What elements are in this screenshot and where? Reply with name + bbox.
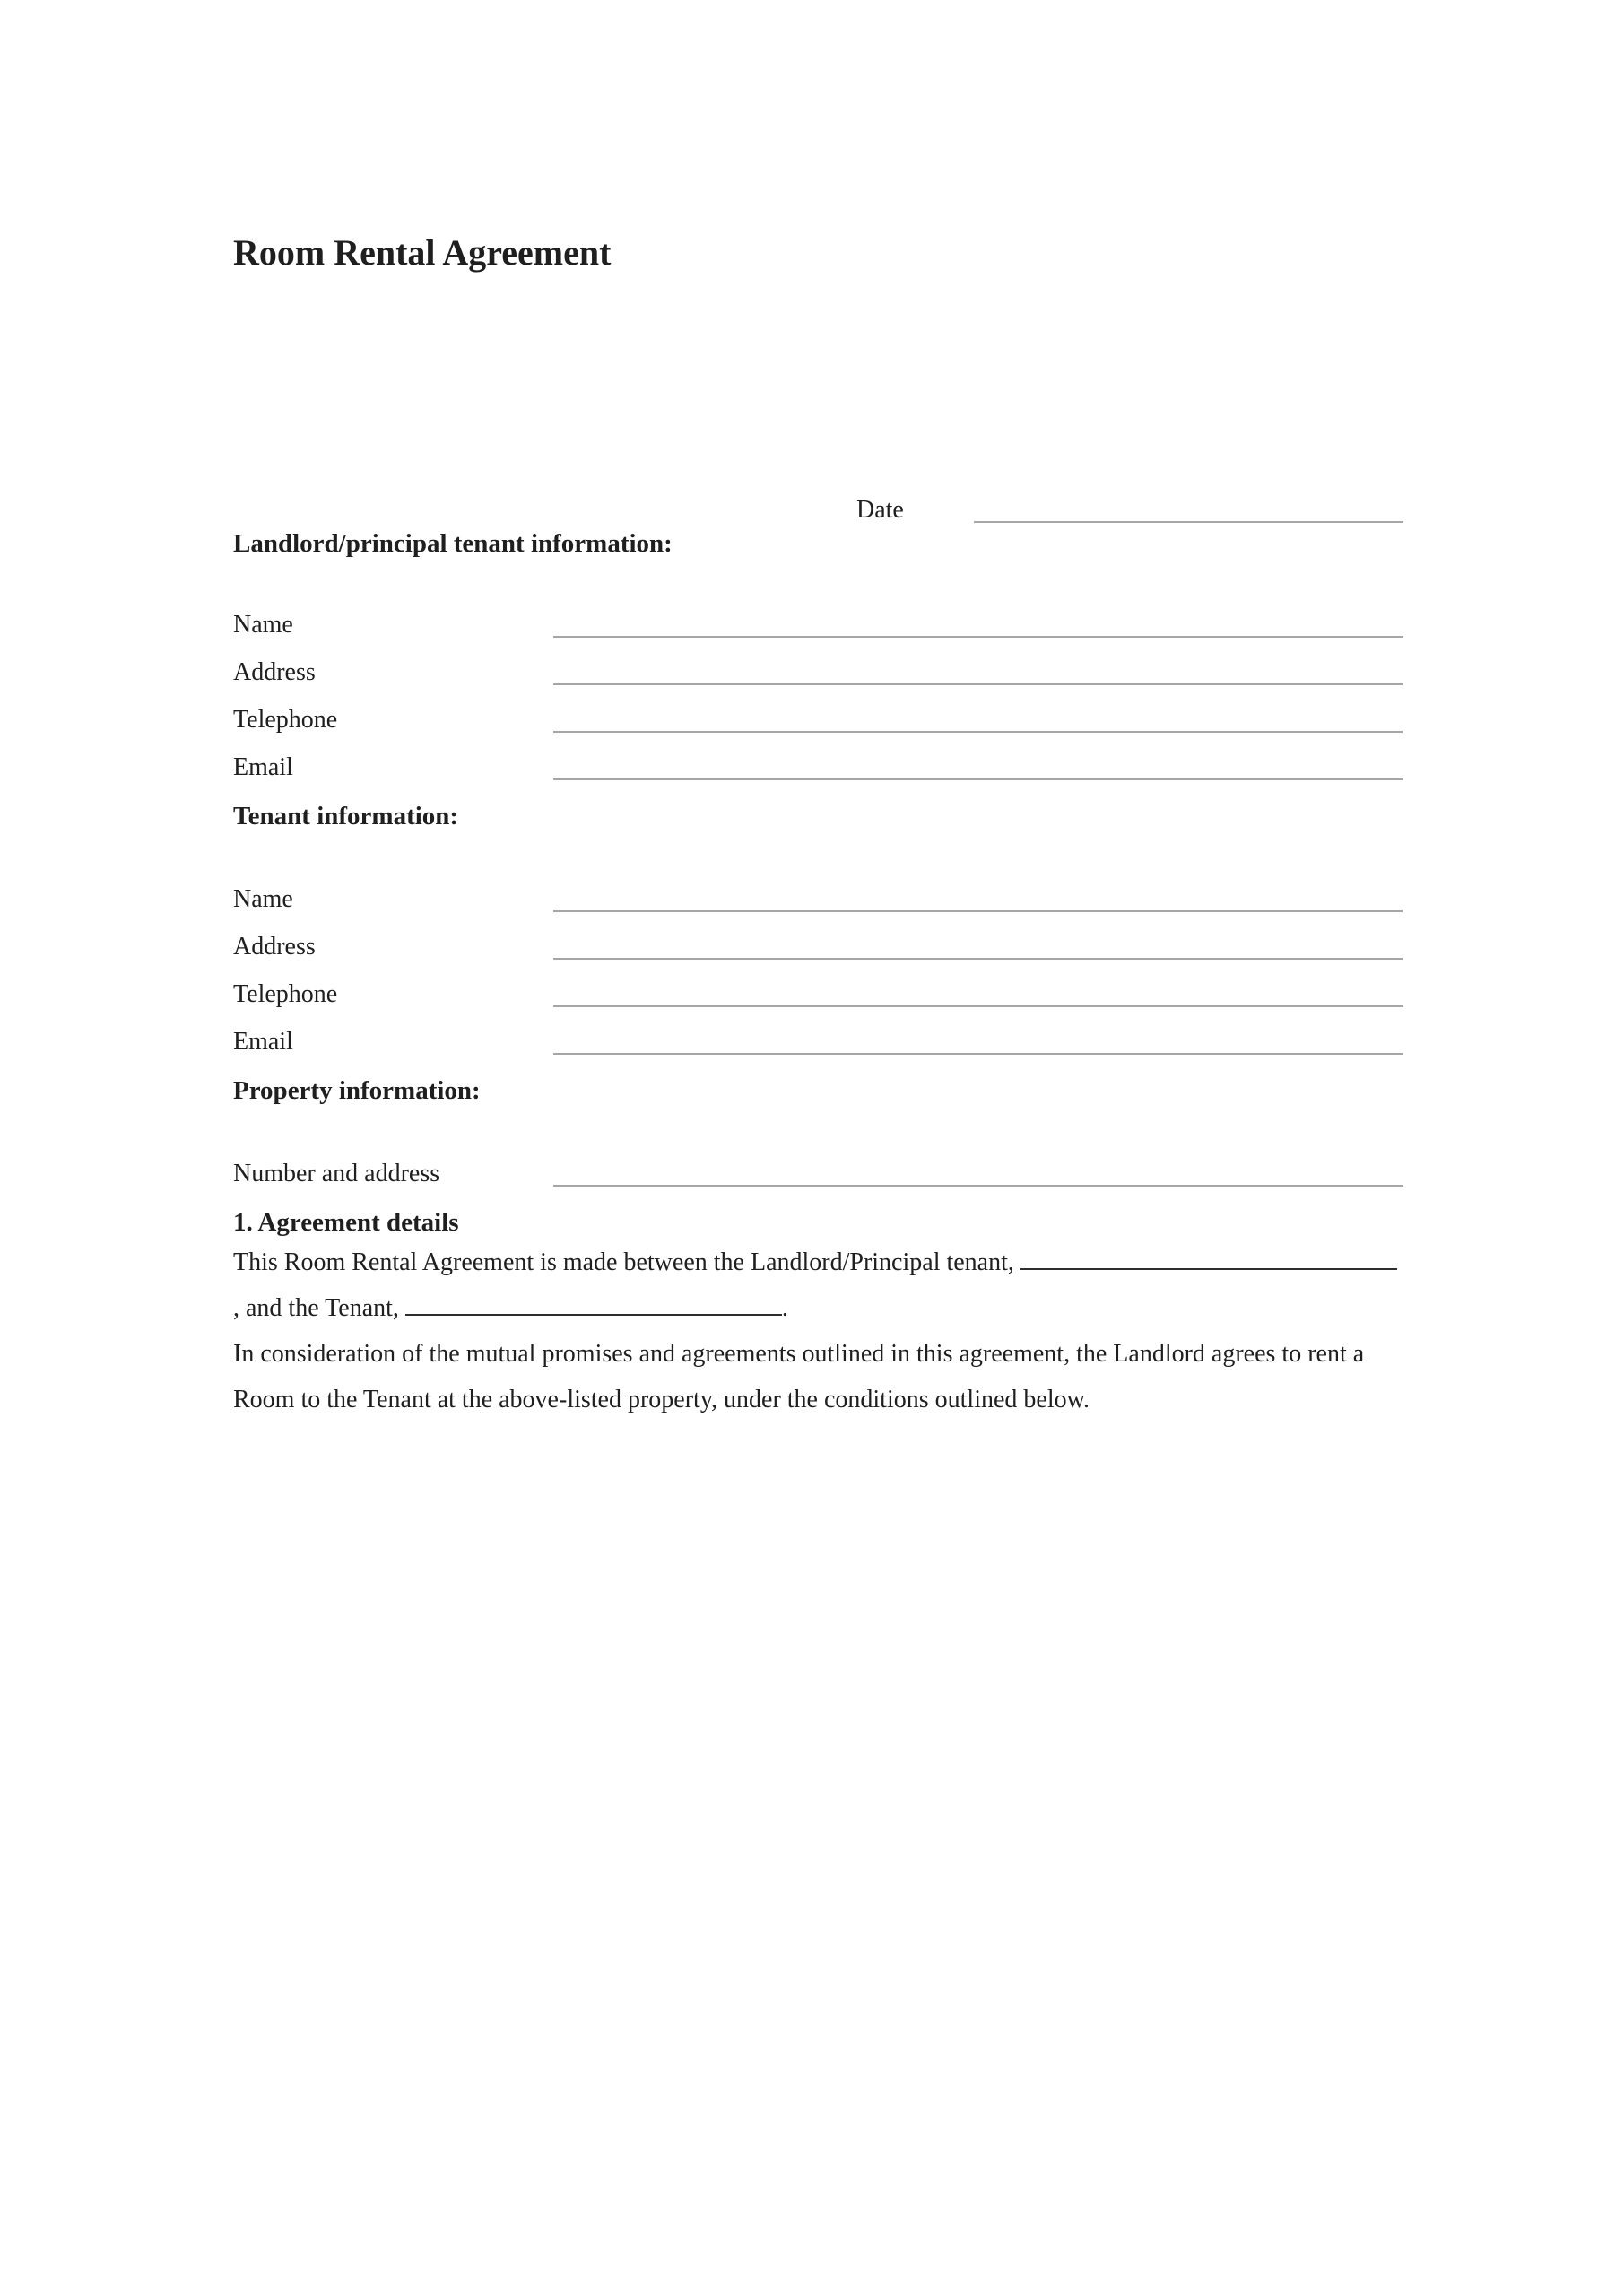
tenant-address-line[interactable] <box>553 931 1403 960</box>
property-address-line[interactable] <box>553 1158 1403 1187</box>
landlord-email-line[interactable] <box>553 752 1403 780</box>
field-row-tenant-telephone <box>233 978 1403 1026</box>
landlord-email-label: Email <box>233 753 293 781</box>
tenant-section-heading: Tenant information: <box>233 802 459 831</box>
tenant-fields <box>233 883 1403 1074</box>
field-row-landlord-telephone <box>233 704 1403 752</box>
landlord-address-label: Address <box>233 658 316 686</box>
document-title: Room Rental Agreement <box>233 232 612 273</box>
field-row-landlord-email <box>233 752 1403 799</box>
property-address-label: Number and address <box>233 1160 440 1187</box>
date-line[interactable] <box>974 494 1403 523</box>
landlord-name-blank[interactable] <box>1020 1268 1397 1270</box>
agreement-paragraph-2: In consideration of the mutual promises and agreements outlined in this agreement, the Landlord agrees to rent a Room to the Tenant at the above-listed property, under the conditions outlined below. <box>233 1340 1365 1413</box>
tenant-address-label: Address <box>233 933 316 961</box>
tenant-telephone-line[interactable] <box>553 978 1403 1007</box>
date-label: Date <box>856 496 904 524</box>
agreement-p1-text-before: This Room Rental Agreement is made between the Landlord/Principal tenant, <box>233 1248 1020 1276</box>
agreement-p1-text-middle: , and the Tenant, <box>233 1294 405 1322</box>
landlord-telephone-label: Telephone <box>233 706 338 734</box>
property-section-heading: Property information: <box>233 1076 481 1105</box>
date-row <box>233 494 1403 526</box>
field-row-landlord-name <box>233 609 1403 657</box>
tenant-name-blank[interactable] <box>405 1314 782 1316</box>
landlord-telephone-line[interactable] <box>553 704 1403 733</box>
field-row-landlord-address <box>233 657 1403 704</box>
agreement-p1-text-after: . <box>781 1294 788 1322</box>
agreement-details-heading: 1. Agreement details <box>233 1208 459 1237</box>
landlord-fields <box>233 609 1403 799</box>
field-row-property-address <box>233 1158 1403 1205</box>
landlord-name-line[interactable] <box>553 609 1403 638</box>
field-row-tenant-address <box>233 931 1403 978</box>
tenant-name-line[interactable] <box>553 883 1403 912</box>
tenant-telephone-label: Telephone <box>233 980 338 1008</box>
landlord-name-label: Name <box>233 611 293 639</box>
agreement-paragraph-1 <box>233 1239 1403 1331</box>
landlord-section-heading: Landlord/principal tenant information: <box>233 529 673 558</box>
tenant-email-label: Email <box>233 1028 293 1056</box>
tenant-email-line[interactable] <box>553 1026 1403 1055</box>
property-fields <box>233 1158 1403 1205</box>
field-row-tenant-email <box>233 1026 1403 1074</box>
field-row-tenant-name <box>233 883 1403 931</box>
landlord-address-line[interactable] <box>553 657 1403 685</box>
tenant-name-label: Name <box>233 885 293 913</box>
